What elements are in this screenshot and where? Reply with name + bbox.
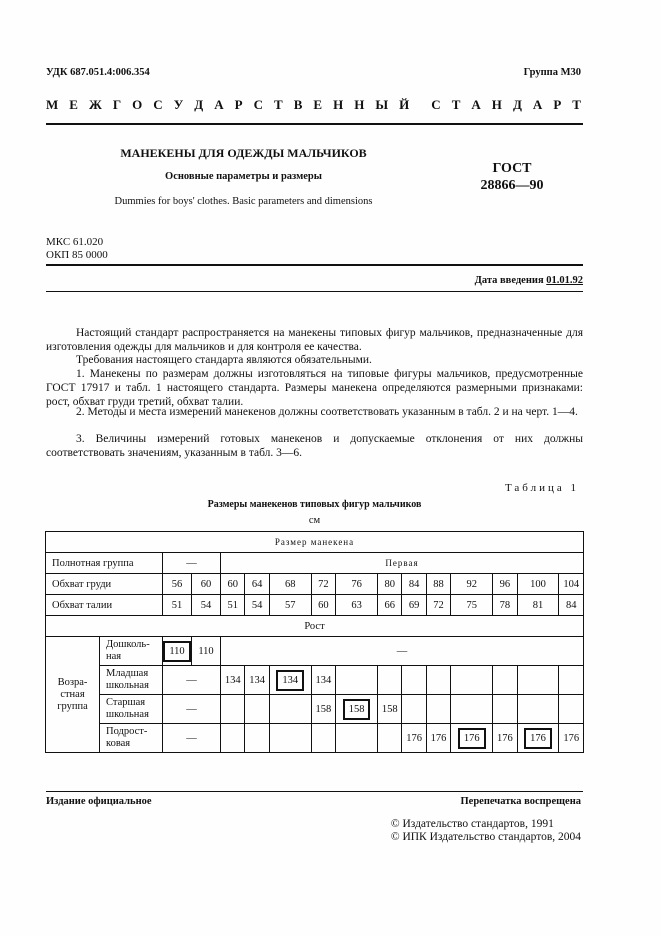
table-header-row — [46, 532, 584, 553]
table-cell — [269, 695, 311, 724]
table-cell — [269, 724, 311, 753]
heading-letter: Т — [572, 97, 581, 112]
table-unit: см — [308, 515, 321, 526]
table-cell: 134 — [221, 666, 245, 695]
row-label-teen — [100, 724, 163, 753]
table-cell — [402, 695, 426, 724]
heading-letter: А — [532, 97, 543, 112]
chest-value: 104 — [559, 574, 584, 595]
highlighted-value: 158 — [343, 699, 371, 720]
okp-code: ОКП 85 0000 — [46, 249, 108, 261]
waist-label: Обхват талии — [46, 595, 163, 616]
table-cell — [245, 695, 269, 724]
waist-value: 78 — [493, 595, 517, 616]
waist-value: 81 — [517, 595, 559, 616]
chest-value: 76 — [336, 574, 378, 595]
document-title: МАНЕКЕНЫ ДЛЯ ОДЕЖДЫ МАЛЬЧИКОВ — [120, 146, 367, 160]
chest-label: Обхват груди — [46, 574, 163, 595]
heading-letter: У — [173, 97, 184, 112]
heading-letter: А — [471, 97, 481, 112]
table-cell — [559, 666, 584, 695]
heading-letter: О — [132, 97, 143, 112]
heading-letter: Е — [69, 97, 78, 112]
chest-value: 56 — [163, 574, 192, 595]
heading-letter: В — [293, 97, 303, 112]
table-cell — [493, 666, 517, 695]
table-cell — [336, 724, 378, 753]
codes-divider — [46, 264, 583, 266]
table-row — [46, 724, 584, 753]
waist-value: 69 — [402, 595, 426, 616]
chest-value: 92 — [451, 574, 493, 595]
heading-letter: Т — [274, 97, 283, 112]
row-label-line: Старшая — [106, 697, 146, 708]
row-label-line: Дошколь- — [106, 639, 150, 650]
chest-value: 72 — [311, 574, 335, 595]
table-label: Таблица 1 — [504, 482, 579, 494]
table-cell: — — [221, 637, 584, 666]
row-label-line: ная — [106, 651, 122, 662]
row-label-line: Подрост- — [106, 726, 148, 737]
table-cell — [336, 666, 378, 695]
table-cell — [245, 724, 269, 753]
waist-value: 54 — [192, 595, 221, 616]
table-cell — [426, 695, 450, 724]
table-cell — [451, 695, 493, 724]
age-group-label — [46, 637, 100, 753]
heading-letter: М — [46, 97, 59, 112]
waist-value: 54 — [245, 595, 269, 616]
waist-value: 51 — [221, 595, 245, 616]
footer-divider — [46, 791, 583, 792]
table-cell — [221, 695, 245, 724]
heading-letter: Т — [451, 97, 461, 112]
table-cell: — — [163, 666, 221, 695]
gost-label: ГОСТ — [492, 161, 532, 176]
table-cell — [559, 695, 584, 724]
waist-value: 66 — [378, 595, 402, 616]
table-cell — [402, 666, 426, 695]
waist-value: 57 — [269, 595, 311, 616]
table-cell — [336, 695, 378, 724]
waist-value: 84 — [559, 595, 584, 616]
heading-letter: Й — [399, 97, 410, 112]
effective-date — [475, 275, 583, 286]
paragraph-item-3: 3. Величины измерений готовых манекенов и допускаемые отклонения от них должны соответствовать значениям, указанным в табл. 3—6. — [46, 433, 583, 459]
table-cell: 176 — [402, 724, 426, 753]
highlighted-value: 176 — [524, 728, 552, 749]
table-row — [46, 695, 584, 724]
heading-letter: Р — [553, 97, 562, 112]
chest-value: 68 — [269, 574, 311, 595]
heading-letter: Н — [491, 97, 502, 112]
chest-value: 60 — [192, 574, 221, 595]
table-cell: — — [163, 724, 221, 753]
chest-value: 100 — [517, 574, 559, 595]
heading-letter: Р — [234, 97, 243, 112]
interstate-standard-heading — [46, 97, 581, 113]
date-divider — [46, 291, 583, 292]
row-label-line: школьная — [106, 680, 149, 691]
header-span: Размер манекена — [46, 532, 584, 553]
fullness-row — [46, 553, 584, 574]
table-cell: 158 — [378, 695, 402, 724]
age-label-line: Возра- — [57, 676, 88, 688]
waist-row — [46, 595, 584, 616]
table-cell — [517, 695, 559, 724]
height-label: Рост — [46, 616, 584, 637]
waist-value: 72 — [426, 595, 450, 616]
fullness-dash: — — [163, 553, 221, 574]
waist-value: 75 — [451, 595, 493, 616]
heading-letter: Д — [512, 97, 522, 112]
heading-letter: Г — [112, 97, 122, 112]
paragraph-mandatory: Требования настоящего стандарта являются обязательными. — [76, 354, 372, 366]
udk-code: УДК 687.051.4:006.354 — [46, 67, 150, 78]
row-label-senior-school — [100, 695, 163, 724]
table-cell: 134 — [311, 666, 335, 695]
waist-value: 63 — [336, 595, 378, 616]
gost-number — [462, 160, 562, 194]
gost-code: 28866—90 — [480, 178, 544, 193]
heading-letter: Н — [333, 97, 344, 112]
chest-value: 64 — [245, 574, 269, 595]
paragraph-item-2: 2. Методы и места измерений манекенов должны соответствовать указанным в табл. 2 и на черт. 1—4. — [76, 406, 578, 418]
age-label-line: группа — [57, 700, 88, 712]
document-subtitle: Основные параметры и размеры — [165, 171, 322, 182]
date-label: Дата введения — [474, 275, 544, 286]
table-cell — [451, 666, 493, 695]
table-cell — [517, 724, 559, 753]
official-edition: Издание официальное — [46, 796, 152, 807]
table-cell: 158 — [311, 695, 335, 724]
table-cell: 134 — [245, 666, 269, 695]
table-cell — [517, 666, 559, 695]
chest-value: 60 — [221, 574, 245, 595]
table-cell: 176 — [426, 724, 450, 753]
heading-letter: А — [214, 97, 224, 112]
highlighted-value: 134 — [276, 670, 304, 691]
table-cell: 176 — [493, 724, 517, 753]
height-row — [46, 616, 584, 637]
heading-letter: С — [431, 97, 441, 112]
heading-letter: Ж — [88, 97, 102, 112]
date-value: 01.01.92 — [546, 275, 583, 286]
copyright-line: © ИПК Издательство стандартов, 2004 — [390, 831, 581, 843]
heading-letter: С — [153, 97, 163, 112]
mks-code: МКС 61.020 — [46, 236, 104, 248]
sizes-table — [45, 531, 584, 753]
table-title: Размеры манекенов типовых фигур мальчиков — [207, 499, 422, 510]
highlighted-value: 110 — [163, 641, 190, 662]
chest-value: 80 — [378, 574, 402, 595]
chest-value: 88 — [426, 574, 450, 595]
chest-value: 84 — [402, 574, 426, 595]
heading-letter: Д — [194, 97, 204, 112]
table-cell: 176 — [559, 724, 584, 753]
paragraph-item-1: 1. Манекены по размерам должны изготовляться на типовые фигуры мальчиков, предусмотренные ГОСТ 17917 и табл. 1 настоящего стандарта. Размеры манекена определяются размерными признаками: рост, обхват груди третий, обхват талии. — [46, 368, 583, 408]
table-cell — [378, 724, 402, 753]
table-cell — [451, 724, 493, 753]
chest-value: 96 — [493, 574, 517, 595]
row-label-line: Младшая — [106, 668, 149, 679]
heading-letter: Ы — [375, 97, 389, 112]
table-cell: 110 — [192, 637, 221, 666]
copyright-block — [391, 818, 581, 844]
row-label-junior-school — [100, 666, 163, 695]
table-cell: — — [163, 695, 221, 724]
copyright-line: © Издательство стандартов, 1991 — [390, 818, 554, 830]
paragraph-scope: Настоящий стандарт распространяется на манекены типовых фигур мальчиков, предназначенные для изготовления одежды для мальчиков и для контроля ее качества. — [46, 327, 583, 353]
waist-value: 51 — [163, 595, 192, 616]
age-label-line: стная — [60, 688, 85, 700]
table-row — [46, 637, 584, 666]
chest-row — [46, 574, 584, 595]
reprint-prohibited: Перепечатка воспрещена — [460, 796, 581, 807]
heading-letter: С — [253, 97, 263, 112]
group-code: Группа М30 — [523, 67, 581, 78]
table-cell — [163, 637, 192, 666]
table-cell — [378, 666, 402, 695]
highlighted-value: 176 — [458, 728, 486, 749]
table-row — [46, 666, 584, 695]
table-cell — [493, 695, 517, 724]
row-label-line: ковая — [106, 738, 131, 749]
heading-letter: Е — [313, 97, 323, 112]
heading-letter: Н — [354, 97, 365, 112]
row-label-preschool — [100, 637, 163, 666]
table-cell — [426, 666, 450, 695]
table-cell — [221, 724, 245, 753]
fullness-first: Первая — [221, 553, 584, 574]
table-cell — [311, 724, 335, 753]
document-title-en: Dummies for boys' clothes. Basic parameters and dimensions — [114, 196, 373, 207]
classification-codes — [46, 236, 108, 262]
waist-value: 60 — [311, 595, 335, 616]
top-divider — [46, 123, 583, 125]
fullness-label: Полнотная группа — [46, 553, 163, 574]
table-cell — [269, 666, 311, 695]
row-label-line: школьная — [106, 709, 149, 720]
